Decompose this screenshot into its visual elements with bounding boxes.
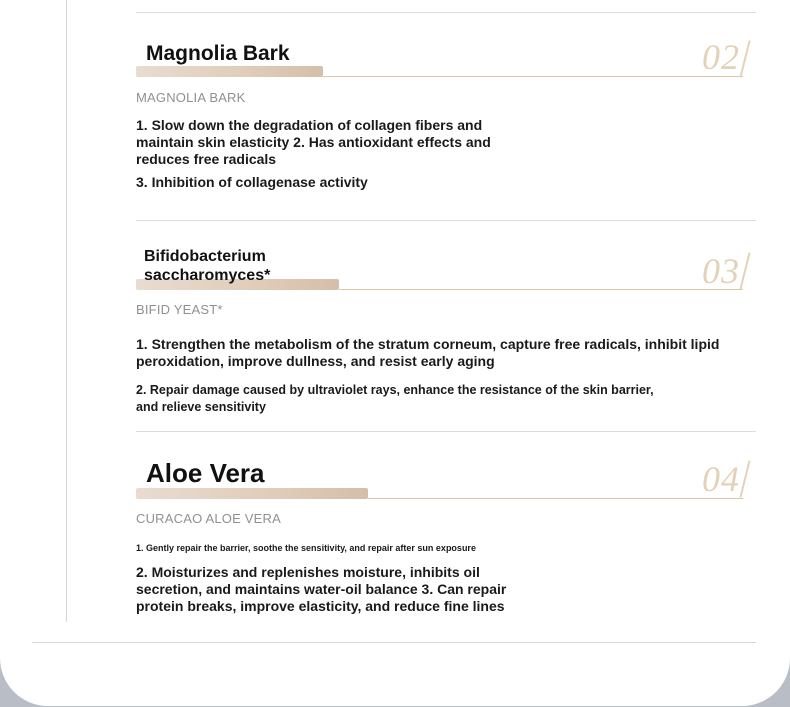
ingredient-subtitle: MAGNOLIA BARK	[136, 90, 246, 105]
section-number: 02	[702, 37, 740, 77]
ingredient-benefit: 1. Gently repair the barrier, soothe the sensitivity, and repair after sun exposure	[136, 543, 476, 553]
ingredient-benefit: 2. Repair damage caused by ultraviolet rays, enhance the resistance of the skin barrier, and relieve sensitivity	[136, 383, 654, 414]
ingredient-benefit: 1. Slow down the degradation of collagen fibers and maintain skin elasticity 2. Has antioxidant effects and reduces free radicals	[136, 117, 491, 167]
ingredient-benefit: 1. Strengthen the metabolism of the stratum corneum, capture free radicals, inhibit lipid peroxidation, improve dullness, and resist early aging	[136, 336, 720, 369]
ingredient-subtitle: BIFID YEAST*	[136, 302, 223, 317]
brush-stroke	[136, 66, 323, 77]
ingredient-section-aloe-vera	[136, 458, 756, 628]
section-number: 03	[702, 251, 740, 291]
number-slash	[739, 40, 750, 77]
number-slash	[739, 460, 750, 497]
ingredient-subtitle: CURACAO ALOE VERA	[136, 511, 281, 526]
section-divider	[136, 220, 756, 221]
ingredient-section-bifid-yeast	[136, 246, 756, 416]
section-number: 04	[702, 459, 740, 499]
ingredient-title: Aloe Vera	[146, 458, 265, 488]
ingredient-title: Magnolia Bark	[146, 42, 290, 65]
title-underline	[368, 498, 743, 499]
brush-stroke	[136, 488, 368, 499]
ingredient-title: Bifidobacterium saccharomyces*	[144, 248, 271, 284]
title-underline	[323, 76, 743, 77]
section-divider	[136, 431, 756, 432]
section-divider	[136, 12, 756, 13]
left-vertical-rule	[66, 0, 67, 622]
ingredient-benefit: 3. Inhibition of collagenase activity	[136, 174, 368, 190]
title-underline	[339, 289, 743, 290]
ingredient-benefit: 2. Moisturizes and replenishes moisture, inhibits oil secretion, and maintains water-oil balance 3. Can repair protein breaks, improve elasticity, and reduce fine lines	[136, 564, 507, 614]
number-slash	[739, 252, 750, 289]
bottom-rule	[32, 642, 756, 643]
ingredient-section-magnolia	[136, 37, 756, 210]
